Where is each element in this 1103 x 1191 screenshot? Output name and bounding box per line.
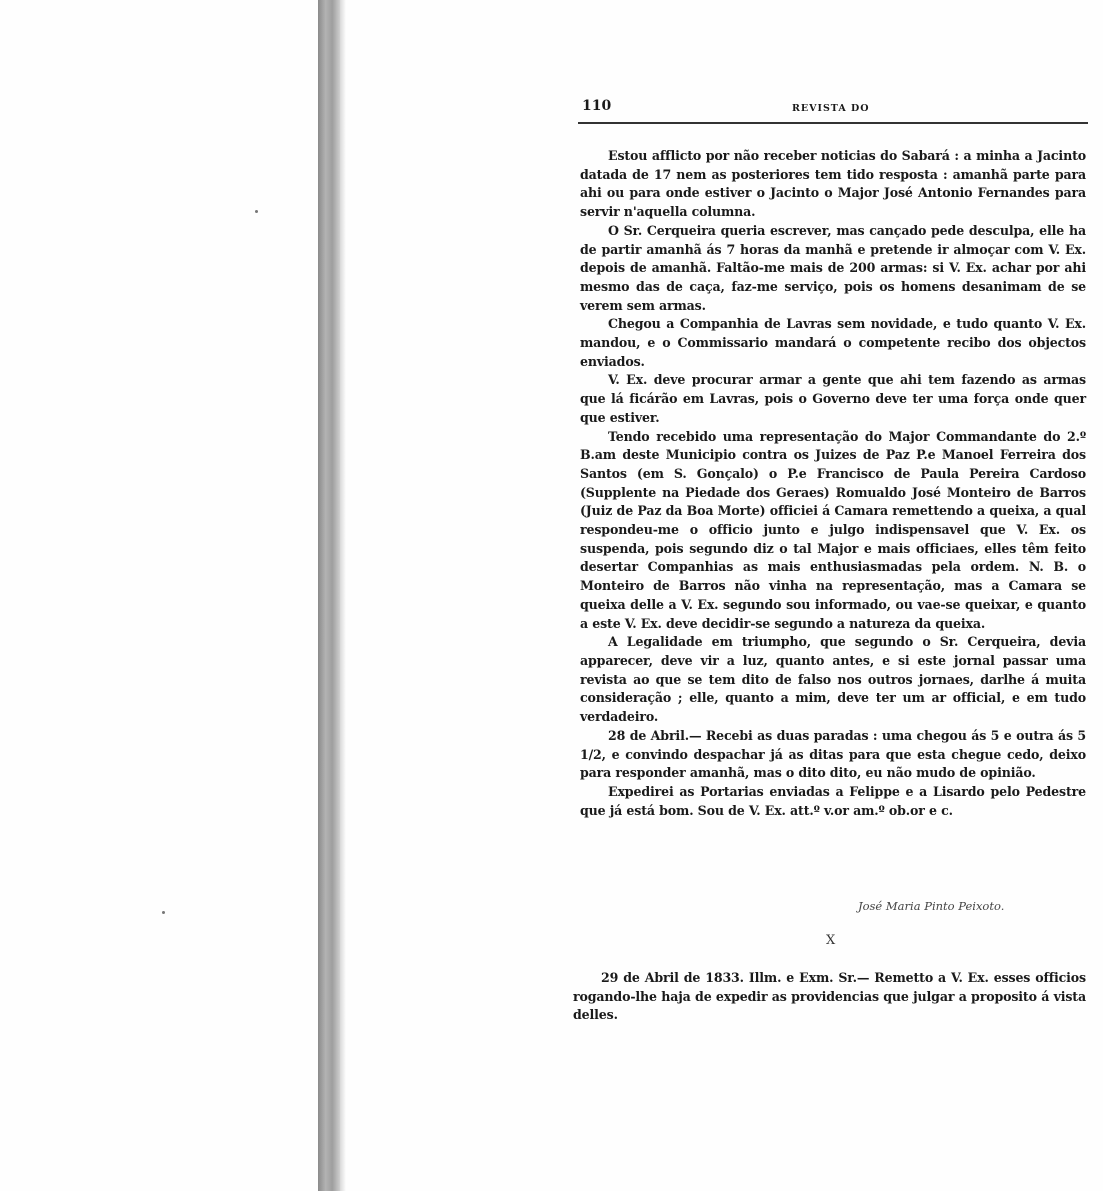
paragraph: 28 de Abril.— Recebi as duas paradas : uma chegou ás 5 e outra ás 5 1/2, e convindo despachar já as ditas para que esta chegue cedo, deixo para responder amanhã, mas o dito dito, eu não mudo de opinião.: [580, 727, 1086, 781]
paragraph: Chegou a Companhia de Lavras sem novidade, e tudo quanto V. Ex. mandou, e o Commissario mandará o competente recibo dos objectos enviados.: [580, 316, 1086, 369]
scan-speck: [162, 911, 165, 914]
paragraph: A Legalidade em triumpho, que segundo o Sr. Cerqueira, devia apparecer, deve vir a luz, quanto antes, e si este jornal passar uma revista ao que se tem dito de falso nos outros jornaes, darlhe á muita consideração ; elle, quanto a mim, deve ter um ar official, e em tudo verdadeiro.: [580, 634, 1086, 725]
page-header: [578, 98, 1088, 124]
scan-speck: [255, 210, 258, 213]
paragraph: Expedirei as Portarias enviadas a Felippe e a Lisardo pelo Pedestre que já está bom. Sou de V. Ex. att.º v.or am.º ob.or e c.: [580, 783, 1086, 818]
signature: José Maria Pinto Peixoto.: [858, 899, 1005, 913]
paragraph: 29 de Abril de 1833. Illm. e Exm. Sr.— Remetto a V. Ex. esses officios rogando-lhe haja de expedir as providencias que julgar a proposito á vista delles.: [573, 970, 1086, 1023]
letter-body: [580, 147, 1086, 820]
scan-gutter-edge: [340, 0, 346, 1191]
section-numeral: X: [826, 933, 836, 948]
letter-body-2: [573, 969, 1086, 1025]
running-title: REVISTA DO: [792, 103, 870, 114]
paragraph: Tendo recebido uma representação do Major Commandante do 2.º B.am deste Municipio contra os Juizes de Paz P.e Manoel Ferreira dos Santos (em S. Gonçalo) o P.e Francisco de Paula Pereira Cardoso (Supplente na Piedade dos Geraes) Romualdo José Monteiro de Barros (Juiz de Paz da Boa Morte) officiei á Camara remettendo a queixa, a qual respondeu-me o officio junto e julgo indispensavel que V. Ex. os suspenda, pois segundo diz o tal Major e mais officiaes, elles têm feito desertar Companhias as mais enthusiasmadas pela ordem. N. B. o Monteiro de Barros não vinha na representação, mas a Camara se queixa delle a V. Ex. segundo sou informado, ou vae-se queixar, e quanto a este V. Ex. deve decidir-se segundo a natureza da queixa.: [580, 428, 1086, 631]
scan-gutter: [318, 0, 340, 1191]
page-number: 110: [582, 98, 612, 114]
paragraph: O Sr. Cerqueira queria escrever, mas cançado pede desculpa, elle ha de partir amanhã ás 7 horas da manhã e pretende ir almoçar com V. Ex. depois de amanhã. Faltão-me mais de 200 armas: si V. Ex. achar por ahi mesmo das de caça, faz-me serviço, pois os homens desanimam de se verem sem armas.: [580, 222, 1086, 313]
paragraph: V. Ex. deve procurar armar a gente que ahi tem fazendo as armas que lá ficárão em Lavras, pois o Governo deve ter uma força onde quer que estiver.: [580, 372, 1086, 425]
paragraph: Estou afflicto por não receber noticias do Sabará : a minha a Jacinto datada de 17 nem as posteriores tem tido resposta : amanhã parte para ahi ou para onde estiver o Jacinto o Major José Antonio Fernandes para servir n'aquella columna.: [580, 148, 1086, 220]
